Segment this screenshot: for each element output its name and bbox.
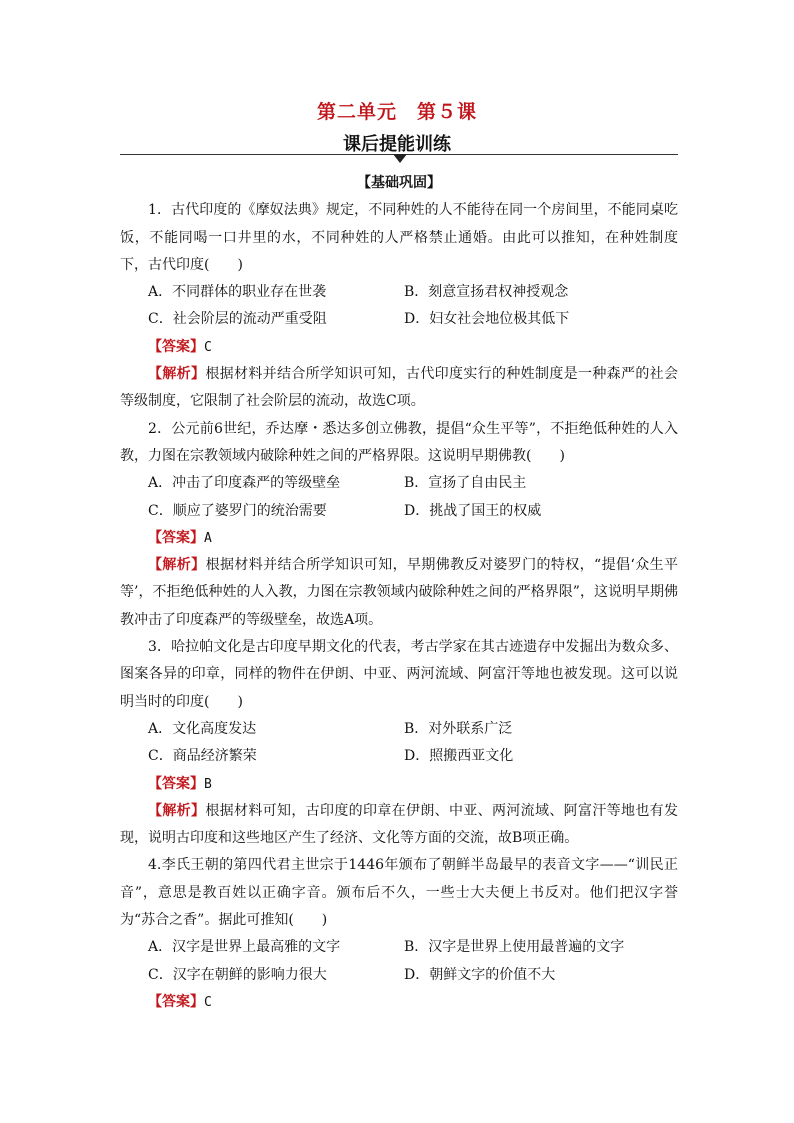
option-d: D．妇女社会地位极其低下 <box>404 311 570 328</box>
analysis-text: 根据材料并结合所学知识可知，早期佛教反对婆罗门的特权，“提倡‘众生平等’，不拒绝低种姓的人入教，力图在宗教领域内破除种姓之间的严格界限”，这说明早期佛教冲击了印度森严的等级壁垒，故选A项。 <box>120 557 679 628</box>
answer-line <box>120 525 678 552</box>
analysis-text: 根据材料可知，古印度的印章在伊朗、中亚、两河流域、阿富汗等地也有发现，说明古印度和这些地区产生了经济、文化等方面的交流，故B项正确。 <box>120 802 679 847</box>
option-b: B．刻意宣扬君权神授观念 <box>404 284 569 301</box>
analysis-tag: 【解析】 <box>148 366 206 383</box>
question-options <box>120 279 678 334</box>
question-stem: 3．哈拉帕文化是古印度早期文化的代表，考古学家在其古迹遗存中发掘出为数众多、图案各异的印章，同样的物件在伊朗、中亚、两河流域、阿富汗等地也被发现。这可以说明当时的印度( ) <box>120 639 678 710</box>
answer-line <box>120 334 678 361</box>
option-d: D．挑战了国王的权威 <box>404 502 542 519</box>
down-triangle-icon <box>393 154 407 163</box>
option-a: A．不同群体的职业存在世袭 <box>148 284 327 301</box>
analysis-text: 根据材料并结合所学知识可知，古代印度实行的种姓制度是一种森严的社会等级制度，它限制了社会阶层的流动，故选C项。 <box>120 366 679 410</box>
option-a: A．冲击了印度森严的等级壁垒 <box>148 475 341 492</box>
option-a: A．汉字是世界上最高雅的文字 <box>148 939 341 956</box>
question-options <box>120 934 678 989</box>
analysis-line <box>120 361 678 416</box>
option-d: D．照搬西亚文化 <box>404 748 514 765</box>
option-c: C．社会阶层的流动严重受阻 <box>148 311 327 328</box>
option-b: B．汉字是世界上使用最普遍的文字 <box>404 939 625 956</box>
answer-tag: 【答案】 <box>148 338 204 355</box>
section-label: 【基础巩固】 <box>357 175 441 191</box>
content-body <box>120 170 678 1016</box>
option-c: C．商品经济繁荣 <box>148 748 257 765</box>
question-options <box>120 716 678 771</box>
option-d: D．朝鲜文字的价值不大 <box>404 966 556 983</box>
answer-line <box>120 989 678 1016</box>
analysis-tag: 【解析】 <box>148 557 206 574</box>
answer-value: C <box>204 339 212 355</box>
answer-value: C <box>204 994 212 1010</box>
analysis-line <box>120 798 678 853</box>
question-stem: 4.李氏王朝的第四代君主世宗于1446年颁布了朝鲜半岛最早的表音文字——“训民正音”，意思是教百姓以正确字音。颁布后不久，一些士大夫便上书反对。他们把汉字誉为“苏合之香”。据此可推知( ) <box>120 857 678 929</box>
answer-tag: 【答案】 <box>148 775 204 792</box>
answer-value: A <box>204 530 212 546</box>
option-a: A．文化高度发达 <box>148 720 257 737</box>
answer-value: B <box>204 776 212 792</box>
option-c: C．汉字在朝鲜的影响力很大 <box>148 966 327 983</box>
answer-tag: 【答案】 <box>148 529 204 546</box>
analysis-tag: 【解析】 <box>148 802 206 819</box>
question-stem: 2．公元前6世纪，乔达摩・悉达多创立佛教，提倡“众生平等”，不拒绝低种姓的人入教，力图在宗教领域内破除种姓之间的严格界限。这说明早期佛教( ) <box>120 420 678 464</box>
unit-title: 第二单元 第５课 <box>316 101 477 123</box>
answer-line <box>120 771 678 798</box>
analysis-line <box>120 552 678 634</box>
option-b: B．宣扬了自由民主 <box>404 475 527 492</box>
sub-title: 课后提能训练 <box>343 134 451 155</box>
question-stem: 1．古代印度的《摩奴法典》规定，不同种姓的人不能待在同一个房间里，不能同桌吃饭，不能同喝一口井里的水，不同种姓的人严格禁止通婚。由此可以推知，在种姓制度下，古代印度( ) <box>120 202 678 273</box>
option-c: C．顺应了婆罗门的统治需要 <box>148 502 327 519</box>
question-options <box>120 470 678 525</box>
answer-tag: 【答案】 <box>148 993 204 1010</box>
option-b: B．对外联系广泛 <box>404 720 513 737</box>
